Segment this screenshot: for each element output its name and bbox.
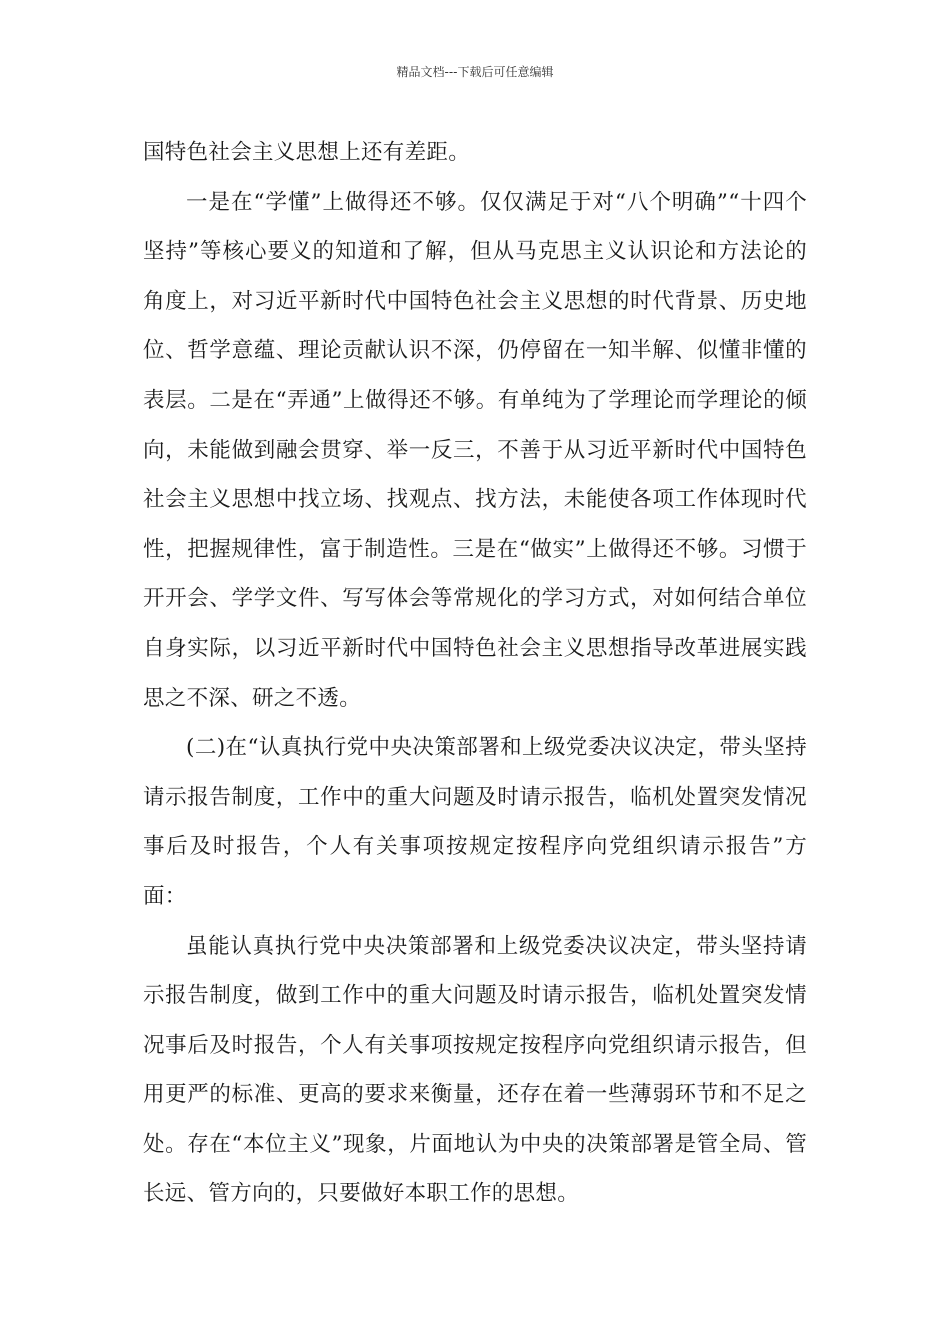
paragraph-section-two-heading: (二)在“认真执行党中央决策部署和上级党委决议决定，带头坚持请示报告制度，工作中的重大问题及时请示报告，临机处置突发情况事后及时报告，个人有关事项按规定按程序向党组织请示报告”方面：: [143, 735, 807, 909]
page-header: 精品文档---下载后可任意编辑: [396, 65, 554, 79]
paragraph-learning-issues: 一是在“学懂”上做得还不够。仅仅满足于对“八个明确”“十四个坚持”等核心要义的知道和了解，但从马克思主义认识论和方法论的角度上，对习近平新时代中国特色社会主义思想的时代背景、历史地位、哲学意蕴、理论贡献认识不深，仍停留在一知半解、似懂非懂的表层。二是在“弄通”上做得还不够。有单纯为了学理论而学理论的倾向，未能做到融会贯穿、举一反三，不善于从习近平新时代中国特色社会主义思想中找立场、找观点、找方法，未能使各项工作体现时代性，把握规律性，富于制造性。三是在“做实”上做得还不够。习惯于开开会、学学文件、写写体会等常规化的学习方式，对如何结合单位自身实际，以习近平新时代中国特色社会主义思想指导改革进展实践思之不深、研之不透。: [143, 189, 807, 711]
document-body: [143, 128, 807, 1219]
paragraph-section-two-body: 虽能认真执行党中央决策部署和上级党委决议决定，带头坚持请示报告制度，做到工作中的重大问题及时请示报告，临机处置突发情况事后及时报告，个人有关事项按规定按程序向党组织请示报告，但用更严的标准、更高的要求来衡量，还存在着一些薄弱环节和不足之处。存在“本位主义”现象，片面地认为中央的决策部署是管全局、管长远、管方向的，只要做好本职工作的思想。: [143, 933, 807, 1207]
paragraph-continuation: 国特色社会主义思想上还有差距。: [143, 140, 471, 165]
